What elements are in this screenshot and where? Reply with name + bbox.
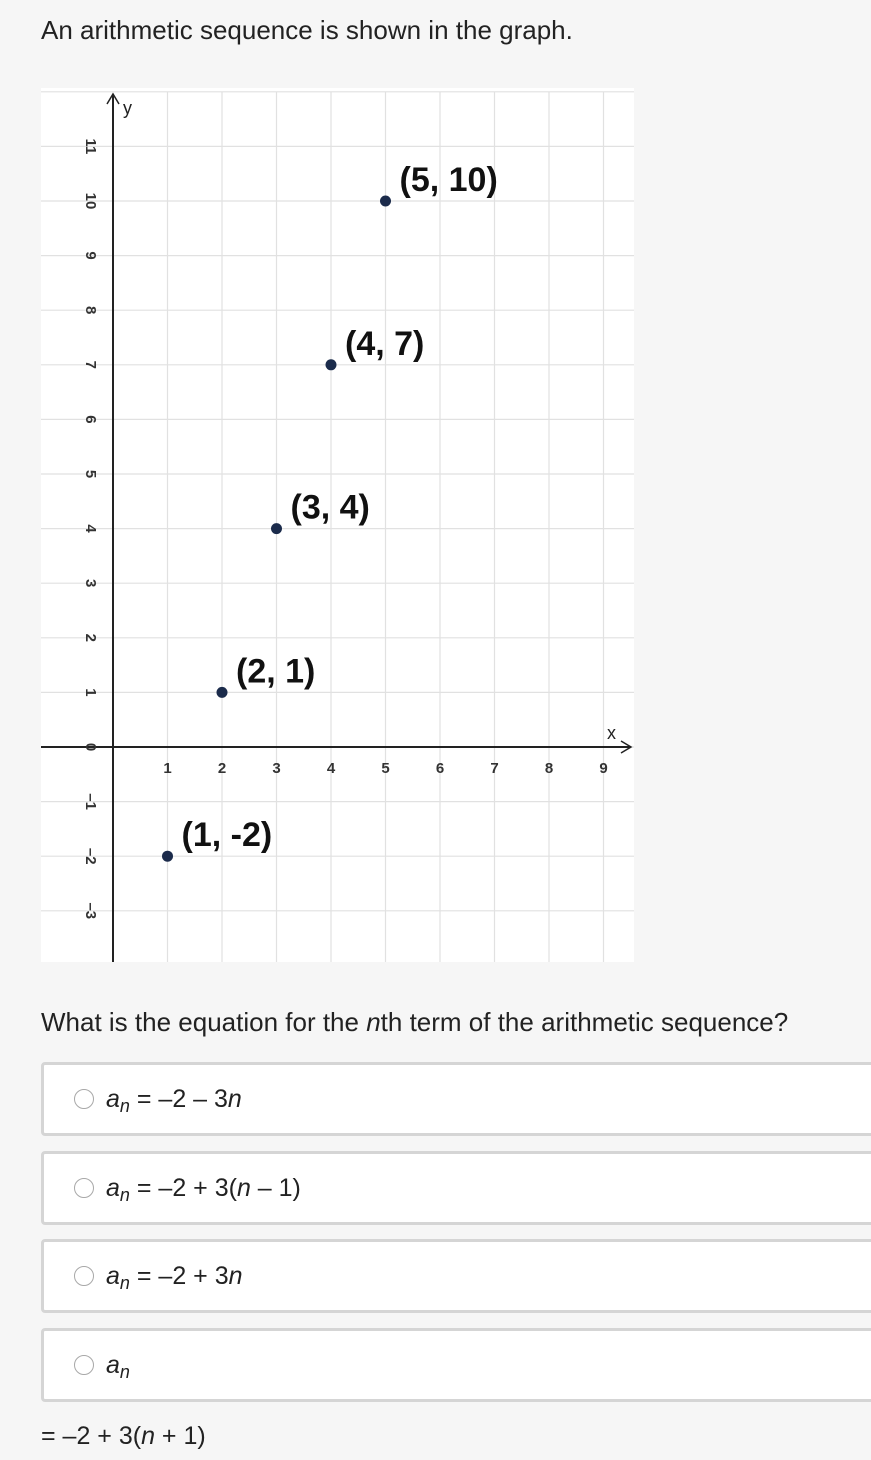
radio-button[interactable] [74, 1178, 94, 1198]
y-tick-label: 3 [82, 579, 100, 588]
data-point [217, 687, 228, 698]
choice-4-overflow-text: = –2 + 3(n + 1) [41, 1422, 206, 1450]
sequence-graph [41, 88, 634, 962]
y-axis-label: y [123, 98, 132, 118]
x-tick-label: 6 [435, 760, 445, 777]
y-tick-label: 2 [82, 633, 100, 642]
y-tick-label: 1 [82, 688, 100, 697]
data-point-label: (2, 1) [236, 652, 316, 691]
x-tick-label: 8 [544, 760, 554, 777]
y-tick-label: 10 [82, 192, 100, 210]
y-tick-label: 6 [82, 415, 100, 424]
y-tick-label: –3 [82, 902, 100, 920]
x-tick-label: 9 [599, 760, 608, 777]
answer-choice-3[interactable] [41, 1239, 871, 1313]
choice-formula: $a_n$ [106, 1351, 130, 1382]
data-point-label: (1, -2) [181, 816, 273, 855]
data-point-label: (5, 10) [399, 161, 498, 199]
y-tick-label: 8 [82, 306, 100, 315]
radio-button[interactable] [74, 1089, 94, 1109]
y-tick-label: –1 [82, 793, 100, 810]
x-tick-label: 7 [490, 760, 499, 777]
question-text: What is the equation for the nth term of the arithmetic sequence? [41, 1007, 789, 1037]
x-tick-label: 3 [272, 760, 281, 777]
x-tick-label: 2 [217, 760, 227, 777]
x-tick-label: 1 [163, 760, 172, 777]
y-tick-label: 4 [82, 524, 100, 533]
data-point-label: (3, 4) [290, 488, 370, 527]
y-tick-label: 5 [82, 469, 100, 479]
data-point-label: (4, 7) [345, 324, 425, 363]
answer-choice-1[interactable] [41, 1062, 871, 1136]
data-point [380, 196, 391, 207]
choice-formula: $a_n = -2 - 3n$ [106, 1085, 242, 1116]
y-tick-label: 0 [82, 742, 100, 752]
data-point [271, 523, 282, 534]
y-tick-label: –2 [82, 847, 100, 865]
intro-text: An arithmetic sequence is shown in the graph. [41, 15, 573, 45]
x-axis-label: x [607, 723, 616, 743]
choice-formula: $a_n = -2 + 3n$ [106, 1262, 243, 1293]
x-tick-label: 5 [381, 760, 390, 777]
data-point [326, 359, 337, 370]
answer-choice-4[interactable] [41, 1328, 871, 1402]
y-tick-label: 11 [82, 138, 100, 155]
x-tick-label: 4 [326, 760, 336, 777]
data-point [162, 851, 173, 862]
answer-choice-2[interactable] [41, 1151, 871, 1225]
y-tick-label: 9 [82, 251, 100, 260]
choice-formula: $a_n = -2 + 3(n - 1)$ [106, 1174, 301, 1205]
radio-button[interactable] [74, 1355, 94, 1375]
y-tick-label: 7 [82, 360, 100, 369]
radio-button[interactable] [74, 1266, 94, 1286]
